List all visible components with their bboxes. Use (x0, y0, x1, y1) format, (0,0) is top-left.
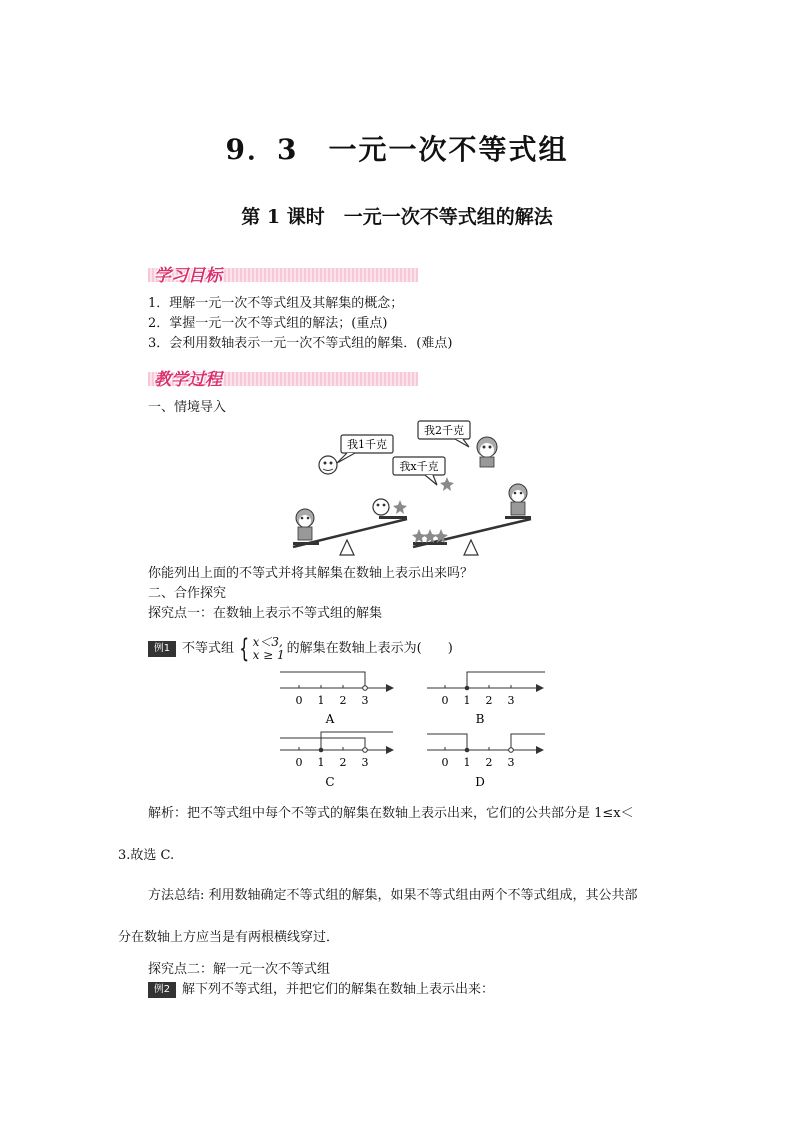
bubble-3-text: 我x千克 (399, 460, 439, 473)
tick-label: 3 (361, 756, 369, 769)
example-1-suffix: 的解集在数轴上表示为( ) (286, 641, 453, 656)
star-icon (440, 477, 454, 491)
tick-label: 0 (441, 694, 449, 707)
method-summary-line-2: 分在数轴上方应当是有两根横线穿过． (118, 930, 340, 945)
intro-question: 你能列出上面的不等式并将其解集在数轴上表示出来吗？ (148, 566, 474, 581)
example-1 (148, 636, 453, 662)
intro-heading: 一、情境导入 (148, 400, 227, 415)
seesaw-left-fulcrum (340, 540, 354, 555)
speech-bubble-2 (418, 421, 470, 447)
tick-label: 2 (339, 694, 347, 707)
option-a-label: A (325, 712, 335, 726)
bubble-2-text: 我2千克 (424, 424, 464, 437)
tick-label: 1 (317, 756, 325, 769)
cat-icon (319, 456, 337, 474)
analysis-line-2: 3.故选 C. (118, 848, 175, 863)
tick-label: 1 (463, 756, 471, 769)
robot-on-scale-icon (509, 484, 527, 515)
star-icon (412, 529, 426, 543)
speech-bubble-1 (337, 435, 393, 463)
cat-on-scale-icon (373, 499, 389, 515)
star-icon (393, 500, 407, 514)
method-summary-line-1: 方法总结: 利用数轴确定不等式组的解集，如果不等式组由两个不等式组成，其公共部 (148, 888, 638, 903)
tick-label: 2 (485, 694, 493, 707)
option-b-label: B (475, 712, 485, 726)
option-c-number-line[interactable] (280, 732, 393, 789)
goals-banner (148, 264, 418, 284)
inequality-system (236, 636, 285, 662)
goals-banner-label: 学习目标 (154, 266, 222, 286)
tick-label: 3 (361, 694, 369, 707)
number-line-options (275, 668, 565, 793)
example-1-badge: 例1 (148, 641, 176, 657)
example-1-prefix: 不等式组 (182, 641, 235, 656)
robot-on-scale-icon (296, 509, 314, 540)
speech-bubble-3 (393, 457, 445, 485)
example-2-badge: 例2 (148, 982, 176, 998)
option-a-number-line[interactable] (280, 672, 393, 726)
page-title: 9．3 一元一次不等式组 (225, 133, 569, 166)
option-c-label: C (325, 775, 335, 789)
tick-label: 2 (339, 756, 347, 769)
explore-point-2: 探究点二：解一元一次不等式组 (148, 962, 331, 977)
goal-item: 1．理解一元一次不等式组及其解集的概念； (148, 296, 404, 311)
inequality-line-2: x ≥ 1 (252, 648, 285, 662)
tick-label: 3 (507, 694, 515, 707)
example-2 (148, 980, 494, 1000)
balance-scene-illustration (285, 415, 550, 560)
tick-label: 2 (485, 756, 493, 769)
bubble-1-text: 我1千克 (347, 438, 387, 451)
analysis-line-1: 解析：把不等式组中每个不等式的解集在数轴上表示出来，它们的公共部分是 1≤x＜ (148, 806, 634, 821)
lesson-subtitle: 第 1 课时 一元一次不等式组的解法 (241, 206, 553, 228)
option-d-number-line[interactable] (427, 734, 545, 789)
explore-heading: 二、合作探究 (148, 586, 227, 601)
tick-label: 3 (507, 756, 515, 769)
tick-label: 0 (295, 694, 303, 707)
left-brace-icon: { (239, 634, 250, 664)
goal-item: 2．掌握一元一次不等式组的解法；(重点) (148, 316, 388, 331)
tick-label: 0 (441, 756, 449, 769)
process-banner-label: 教学过程 (154, 370, 222, 390)
explore-point-1: 探究点一：在数轴上表示不等式组的解集 (148, 606, 383, 621)
process-banner (148, 368, 418, 388)
option-d-label: D (475, 775, 485, 789)
example-2-text: 解下列不等式组，并把它们的解集在数轴上表示出来： (182, 982, 495, 997)
goal-item: 3．会利用数轴表示一元一次不等式组的解集．(难点) (148, 336, 453, 351)
tick-label: 1 (463, 694, 471, 707)
tick-label: 0 (295, 756, 303, 769)
inequality-line-1: x＜3, (252, 635, 283, 649)
robot-icon (477, 437, 497, 467)
seesaw-right-fulcrum (464, 540, 478, 555)
option-b-number-line[interactable] (427, 672, 545, 726)
tick-label: 1 (317, 694, 325, 707)
